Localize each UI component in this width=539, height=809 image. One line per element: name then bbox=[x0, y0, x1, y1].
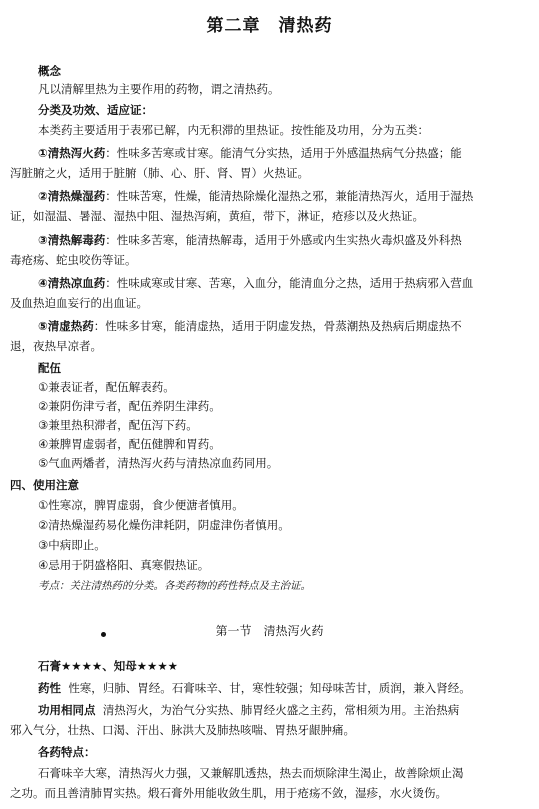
herb-common-text: 清热泻火，为治气分实热、肺胃经火盛之主药，常相须为用。主治热病 bbox=[102, 703, 460, 717]
class-item-2-line-2: 证，如湿温、暑湿、湿热中阻、湿热泻痢，黄疸，带下，淋证，疮疹以及火热证。 bbox=[10, 209, 424, 223]
class-item-4-line-1 bbox=[0, 278, 539, 290]
herb-common-line-1 bbox=[0, 705, 539, 717]
herb-nature-text: 性寒，归肺、胃经。石膏味辛、甘，寒性较强；知母味苦甘，质润，兼入肾经。 bbox=[68, 681, 471, 695]
class-item-text: ：性味多苦寒或甘寒。能清气分实热，适用于外感温热病气分热盛；能 bbox=[105, 146, 462, 160]
class-item-text: ：性味多甘寒，能清虚热，适用于阴虚发热，骨蒸潮热及热病后期虚热不 bbox=[93, 319, 462, 333]
class-item-text: ：性味咸寒或甘寒、苦寒，入血分，能清血分之热，适用于热病邪入营血 bbox=[105, 276, 474, 290]
class-item-text: ：性味多苦寒，能清热解毒，适用于外感或内生实热火毒炽盛及外科热 bbox=[105, 233, 462, 247]
herb-feature-line: 之功。而且善清肺胃实热。煅石膏外用能收敛生肌，用于疮疡不敛，湿疹，水火烫伤。 bbox=[10, 786, 447, 800]
section-title: 第一节 清热泻火药 bbox=[215, 624, 324, 638]
cautions-heading: 四、使用注意 bbox=[10, 478, 79, 492]
concept-text: 凡以清解里热为主要作用的药物，谓之清热药。 bbox=[38, 82, 280, 96]
compat-item: ④兼脾胃虚弱者，配伍健脾和胃药。 bbox=[38, 437, 221, 451]
concept-heading: 概念 bbox=[38, 64, 61, 78]
compat-item: ①兼表证者，配伍解表药。 bbox=[38, 380, 175, 394]
class-item-label: ④清热凉血药 bbox=[38, 276, 106, 290]
compatibility-heading: 配伍 bbox=[38, 361, 61, 375]
caution-item: ①性寒凉，脾胃虚弱，食少便溏者慎用。 bbox=[38, 498, 244, 512]
class-item-3-line-2: 毒疮疡、蛇虫咬伤等证。 bbox=[10, 253, 137, 267]
class-item-1-line-2: 泻脏腑之火，适用于脏腑（肺、心、肝、肾、胃）火热证。 bbox=[10, 166, 309, 180]
caution-item: ③中病即止。 bbox=[38, 538, 106, 552]
caution-item: ②清热燥湿药易化燥伤津耗阴，阴虚津伤者慎用。 bbox=[38, 518, 290, 532]
caution-item: ④忌用于阴盛格阳、真寒假热证。 bbox=[38, 558, 210, 572]
class-item-1-line-1 bbox=[0, 148, 539, 160]
compat-item: ⑤气血两燔者，清热泻火药与清热凉血药同用。 bbox=[38, 456, 279, 470]
herb-feature-line: 石膏味辛大寒，清热泻火力强，又兼解肌透热，热去而烦除津生渴止，故善除烦止渴 bbox=[38, 766, 464, 780]
class-item-5-line-2: 退，夜热早凉者。 bbox=[10, 339, 102, 353]
herb-features-heading: 各药特点： bbox=[38, 745, 96, 759]
herb-pair-heading: 石膏★★★★、知母★★★★ bbox=[38, 659, 178, 673]
herb-common-label: 功用相同点 bbox=[38, 703, 96, 717]
class-item-label: ⑤清虚热药 bbox=[38, 319, 94, 333]
herb-nature-line bbox=[0, 683, 539, 695]
classification-heading: 分类及功效、适应证： bbox=[38, 103, 153, 117]
compat-item: ②兼阴伤津亏者，配伍养阴生津药。 bbox=[38, 399, 221, 413]
class-item-3-line-1 bbox=[0, 235, 539, 247]
chapter-title: 第二章 清热药 bbox=[206, 16, 333, 36]
classification-intro: 本类药主要适用于表邪已解，内无积滞的里热证。按性能及功用，分为五类： bbox=[38, 123, 429, 137]
class-item-4-line-2: 及血热迫血妄行的出血证。 bbox=[10, 296, 148, 310]
herb-common-line-2: 邪入气分，壮热、口渴、汗出、脉洪大及肺热咳喘、胃热牙龈肿痛。 bbox=[10, 723, 355, 737]
class-item-label: ②清热燥湿药 bbox=[38, 189, 106, 203]
class-item-label: ①清热泻火药 bbox=[38, 146, 106, 160]
class-item-text: ：性味苦寒，性燥，能清热除燥化湿热之邪，兼能清热泻火，适用于湿热 bbox=[105, 189, 474, 203]
compat-item: ③兼里热积滞者，配伍泻下药。 bbox=[38, 418, 198, 432]
herb-nature-label: 药性 bbox=[38, 681, 61, 695]
class-item-label: ③清热解毒药 bbox=[38, 233, 106, 247]
class-item-5-line-1 bbox=[0, 321, 539, 333]
class-item-2-line-1 bbox=[0, 191, 539, 203]
exam-note: 考点：关注清热药的分类。各类药物的药性特点及主治证。 bbox=[38, 580, 311, 592]
